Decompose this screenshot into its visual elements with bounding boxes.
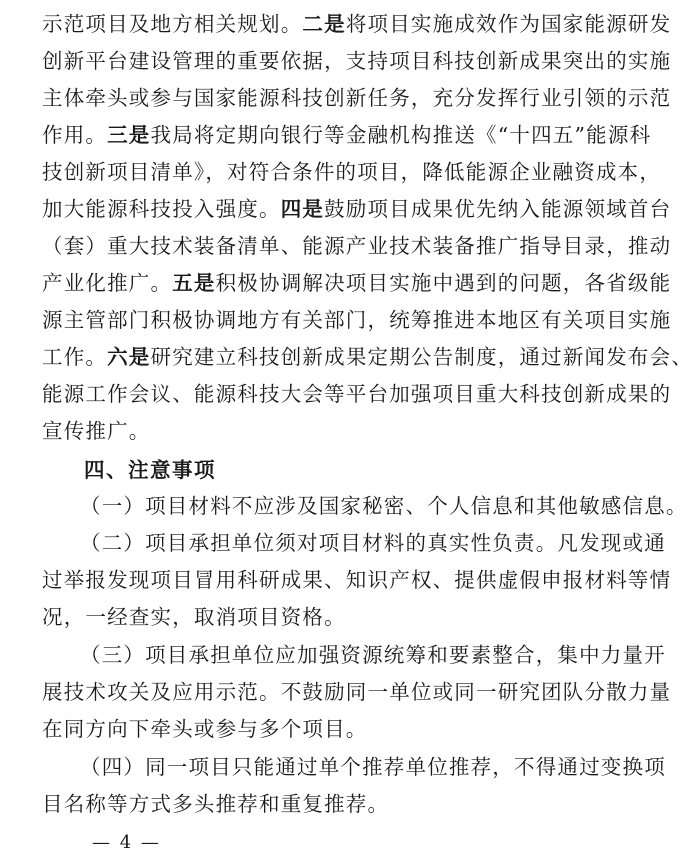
- text-line: [42, 123, 651, 147]
- text-line: （一）项目材料不应涉及国家秘密、个人信息和其他敏感信息。: [80, 494, 688, 518]
- text-line: 能源工作会议、能源科技大会等平台加强项目重大科技创新成果的: [42, 382, 672, 406]
- text-line: [42, 345, 693, 369]
- text-span: 将项目实施成效作为国家能源研发: [345, 12, 672, 36]
- text-line: 况，一经查实，取消项目资格。: [42, 605, 346, 629]
- text-line: （三）项目承担单位应加强资源统筹和要素整合，集中力量开: [80, 643, 666, 667]
- text-line: 源主管部门积极协调地方有关部门，统筹推进本地区有关项目实施: [42, 308, 672, 332]
- emphasis-label: 二是: [302, 12, 346, 36]
- page-number: — 4 —: [92, 832, 161, 853]
- text-span: 积极协调解决项目实施中遇到的问题，各省级能: [215, 271, 672, 295]
- text-line: 创新平台建设管理的重要依据，支持项目科技创新成果突出的实施: [42, 49, 672, 73]
- text-span: 示范项目及地方相关规划。: [42, 12, 303, 36]
- emphasis-label: 五是: [172, 271, 216, 295]
- text-line: 在同方向下牵头或参与多个项目。: [42, 717, 368, 741]
- text-line: [42, 271, 671, 295]
- emphasis-label: 四是: [280, 197, 325, 221]
- text-line: [42, 197, 671, 221]
- text-span: 作用。: [42, 123, 108, 147]
- text-line: （套）重大技术装备清单、能源产业技术装备推广指导目录，推动: [42, 234, 672, 258]
- text-span: 工作。: [42, 345, 108, 369]
- text-span: 产业化推广。: [42, 271, 173, 295]
- text-span: 加大能源科技投入强度。: [42, 197, 281, 221]
- text-line: 技创新项目清单》，对符合条件的项目，降低能源企业融资成本，: [42, 160, 662, 184]
- text-line: 过举报发现项目冒用科研成果、知识产权、提供虚假申报材料等情: [42, 568, 672, 592]
- section-heading: 四、注意事项: [84, 458, 216, 482]
- text-span: 鼓励项目成果优先纳入能源领域首台: [324, 197, 672, 221]
- text-span: 我局将定期向银行等金融机构推送《“十四五”能源科: [150, 123, 652, 147]
- text-line: （四）同一项目只能通过单个推荐单位推荐，不得通过变换项: [80, 755, 666, 779]
- text-line: [42, 12, 671, 36]
- emphasis-label: 三是: [107, 123, 151, 147]
- text-span: 研究建立科技创新成果定期公告制度，通过新闻发布会、: [150, 345, 693, 369]
- text-line: 展技术攻关及应用示范。不鼓励同一单位或同一研究团队分散力量: [42, 680, 672, 704]
- text-line: 宣传推广。: [42, 419, 151, 443]
- text-line: 主体牵头或参与国家能源科技创新任务，充分发挥行业引领的示范: [42, 86, 672, 110]
- emphasis-label: 六是: [107, 345, 151, 369]
- text-line: （二）项目承担单位须对项目材料的真实性负责。凡发现或通: [80, 531, 666, 555]
- text-line: 目名称等方式多头推荐和重复推荐。: [42, 792, 390, 816]
